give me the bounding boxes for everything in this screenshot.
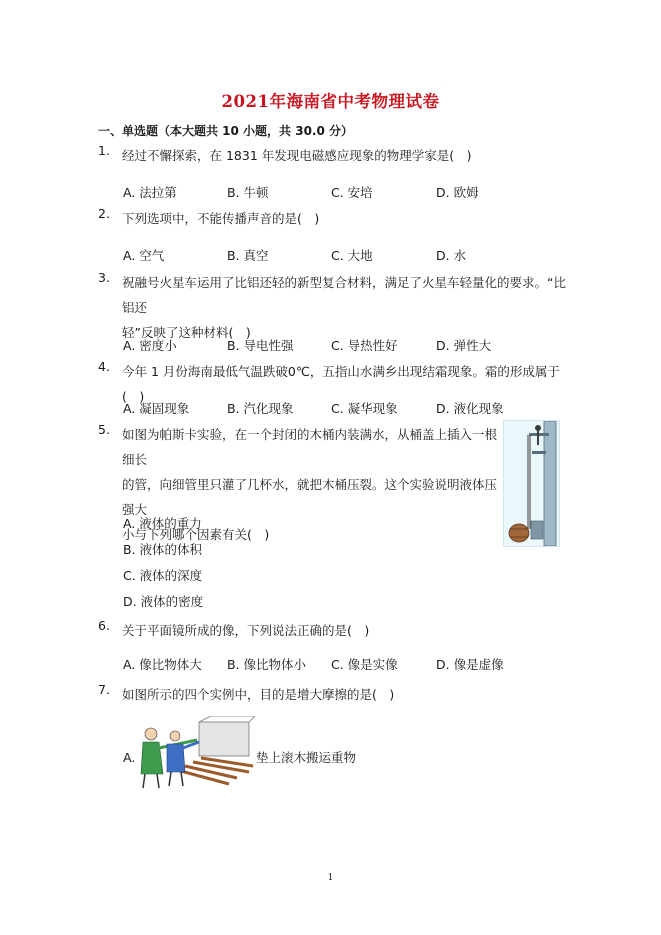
question-7 <box>98 682 568 707</box>
rollers-moving-stone-figure <box>137 716 255 790</box>
option-b[interactable]: B. 真空 <box>227 248 269 263</box>
option-c[interactable]: C. 安培 <box>331 185 373 200</box>
option-d[interactable]: D. 液体的密度 <box>123 594 204 609</box>
question-number: 7. <box>98 682 110 697</box>
option-c[interactable]: C. 液体的深度 <box>123 568 203 583</box>
question-stem: 下列选项中，不能传播声音的是( ) <box>122 211 320 226</box>
question-stem-line: 如图为帕斯卡实验，在一个封闭的木桶内装满水，从桶盖上插入一根细长 <box>122 427 498 467</box>
option-b[interactable]: B. 汽化现象 <box>227 401 294 416</box>
option-a[interactable]: A. 密度小 <box>123 338 177 353</box>
option-d[interactable]: D. 弹性大 <box>436 338 492 353</box>
question-stem: 关于平面镜所成的像，下列说法正确的是( ) <box>122 623 370 638</box>
section-heading: 一、单选题（本大题共 10 小题，共 30.0 分） <box>98 124 354 138</box>
question-4-options <box>123 399 563 419</box>
question-6-options <box>123 655 563 675</box>
option-b[interactable]: B. 牛顿 <box>227 185 269 200</box>
option-a[interactable]: A. 凝固现象 <box>123 401 190 416</box>
question-stem: 经过不懈探索，在 1831 年发现电磁感应现象的物理学家是( ) <box>122 148 472 163</box>
question-number: 2. <box>98 206 110 221</box>
question-1-options <box>123 183 563 203</box>
question-6 <box>98 618 568 643</box>
question-number: 6. <box>98 618 110 633</box>
question-number: 4. <box>98 359 110 374</box>
option-a[interactable]: A. 像比物体大 <box>123 657 202 672</box>
question-3 <box>98 270 568 345</box>
question-stem: 今年 1 月份海南最低气温跌破0℃，五指山水满乡出现结霜现象。霜的形成属于( ) <box>122 364 560 404</box>
question-stem: 如图所示的四个实例中，目的是增大摩擦的是( ) <box>122 687 395 702</box>
question-stem-line: 小与下列哪个因素有关( ) <box>122 527 270 542</box>
question-number: 3. <box>98 270 110 285</box>
option-c[interactable]: C. 大地 <box>331 248 373 263</box>
option-b[interactable]: B. 液体的体积 <box>123 542 203 557</box>
option-d[interactable]: D. 欧姆 <box>436 185 479 200</box>
page-number: 1 <box>327 873 334 883</box>
option-b[interactable]: B. 导电性强 <box>227 338 294 353</box>
option-c[interactable]: C. 导热性好 <box>331 338 398 353</box>
option-a[interactable]: A. 空气 <box>123 248 165 263</box>
question-stem-line: 的管，向细管里只灌了几杯水，就把木桶压裂。这个实验说明液体压强大 <box>122 477 498 517</box>
question-2 <box>98 206 568 231</box>
option-b[interactable]: B. 像比物体小 <box>227 657 307 672</box>
option-d[interactable]: D. 液化现象 <box>436 401 504 416</box>
question-2-options <box>123 246 563 266</box>
option-c[interactable]: C. 凝华现象 <box>331 401 398 416</box>
option-a-label[interactable]: A. <box>123 750 136 765</box>
option-d[interactable]: D. 像是虚像 <box>436 657 504 672</box>
option-d[interactable]: D. 水 <box>436 248 467 263</box>
question-stem-line: 祝融号火星车运用了比铝还轻的新型复合材料，满足了火星车轻量化的要求。“比铝还 <box>122 275 566 315</box>
question-3-options <box>123 336 563 356</box>
question-stem-line: 轻”反映了这种材料( ) <box>122 325 251 340</box>
pascal-barrel-figure <box>503 420 560 547</box>
page-title: 2021年海南省中考物理试卷 <box>221 92 440 111</box>
question-number: 1. <box>98 143 110 158</box>
question-1 <box>98 143 568 168</box>
option-a-caption[interactable]: 垫上滚木搬运重物 <box>256 750 357 765</box>
option-c[interactable]: C. 像是实像 <box>331 657 398 672</box>
question-number: 5. <box>98 422 110 437</box>
option-a[interactable]: A. 法拉第 <box>123 185 177 200</box>
option-a[interactable]: A. 液体的重力 <box>123 516 202 531</box>
